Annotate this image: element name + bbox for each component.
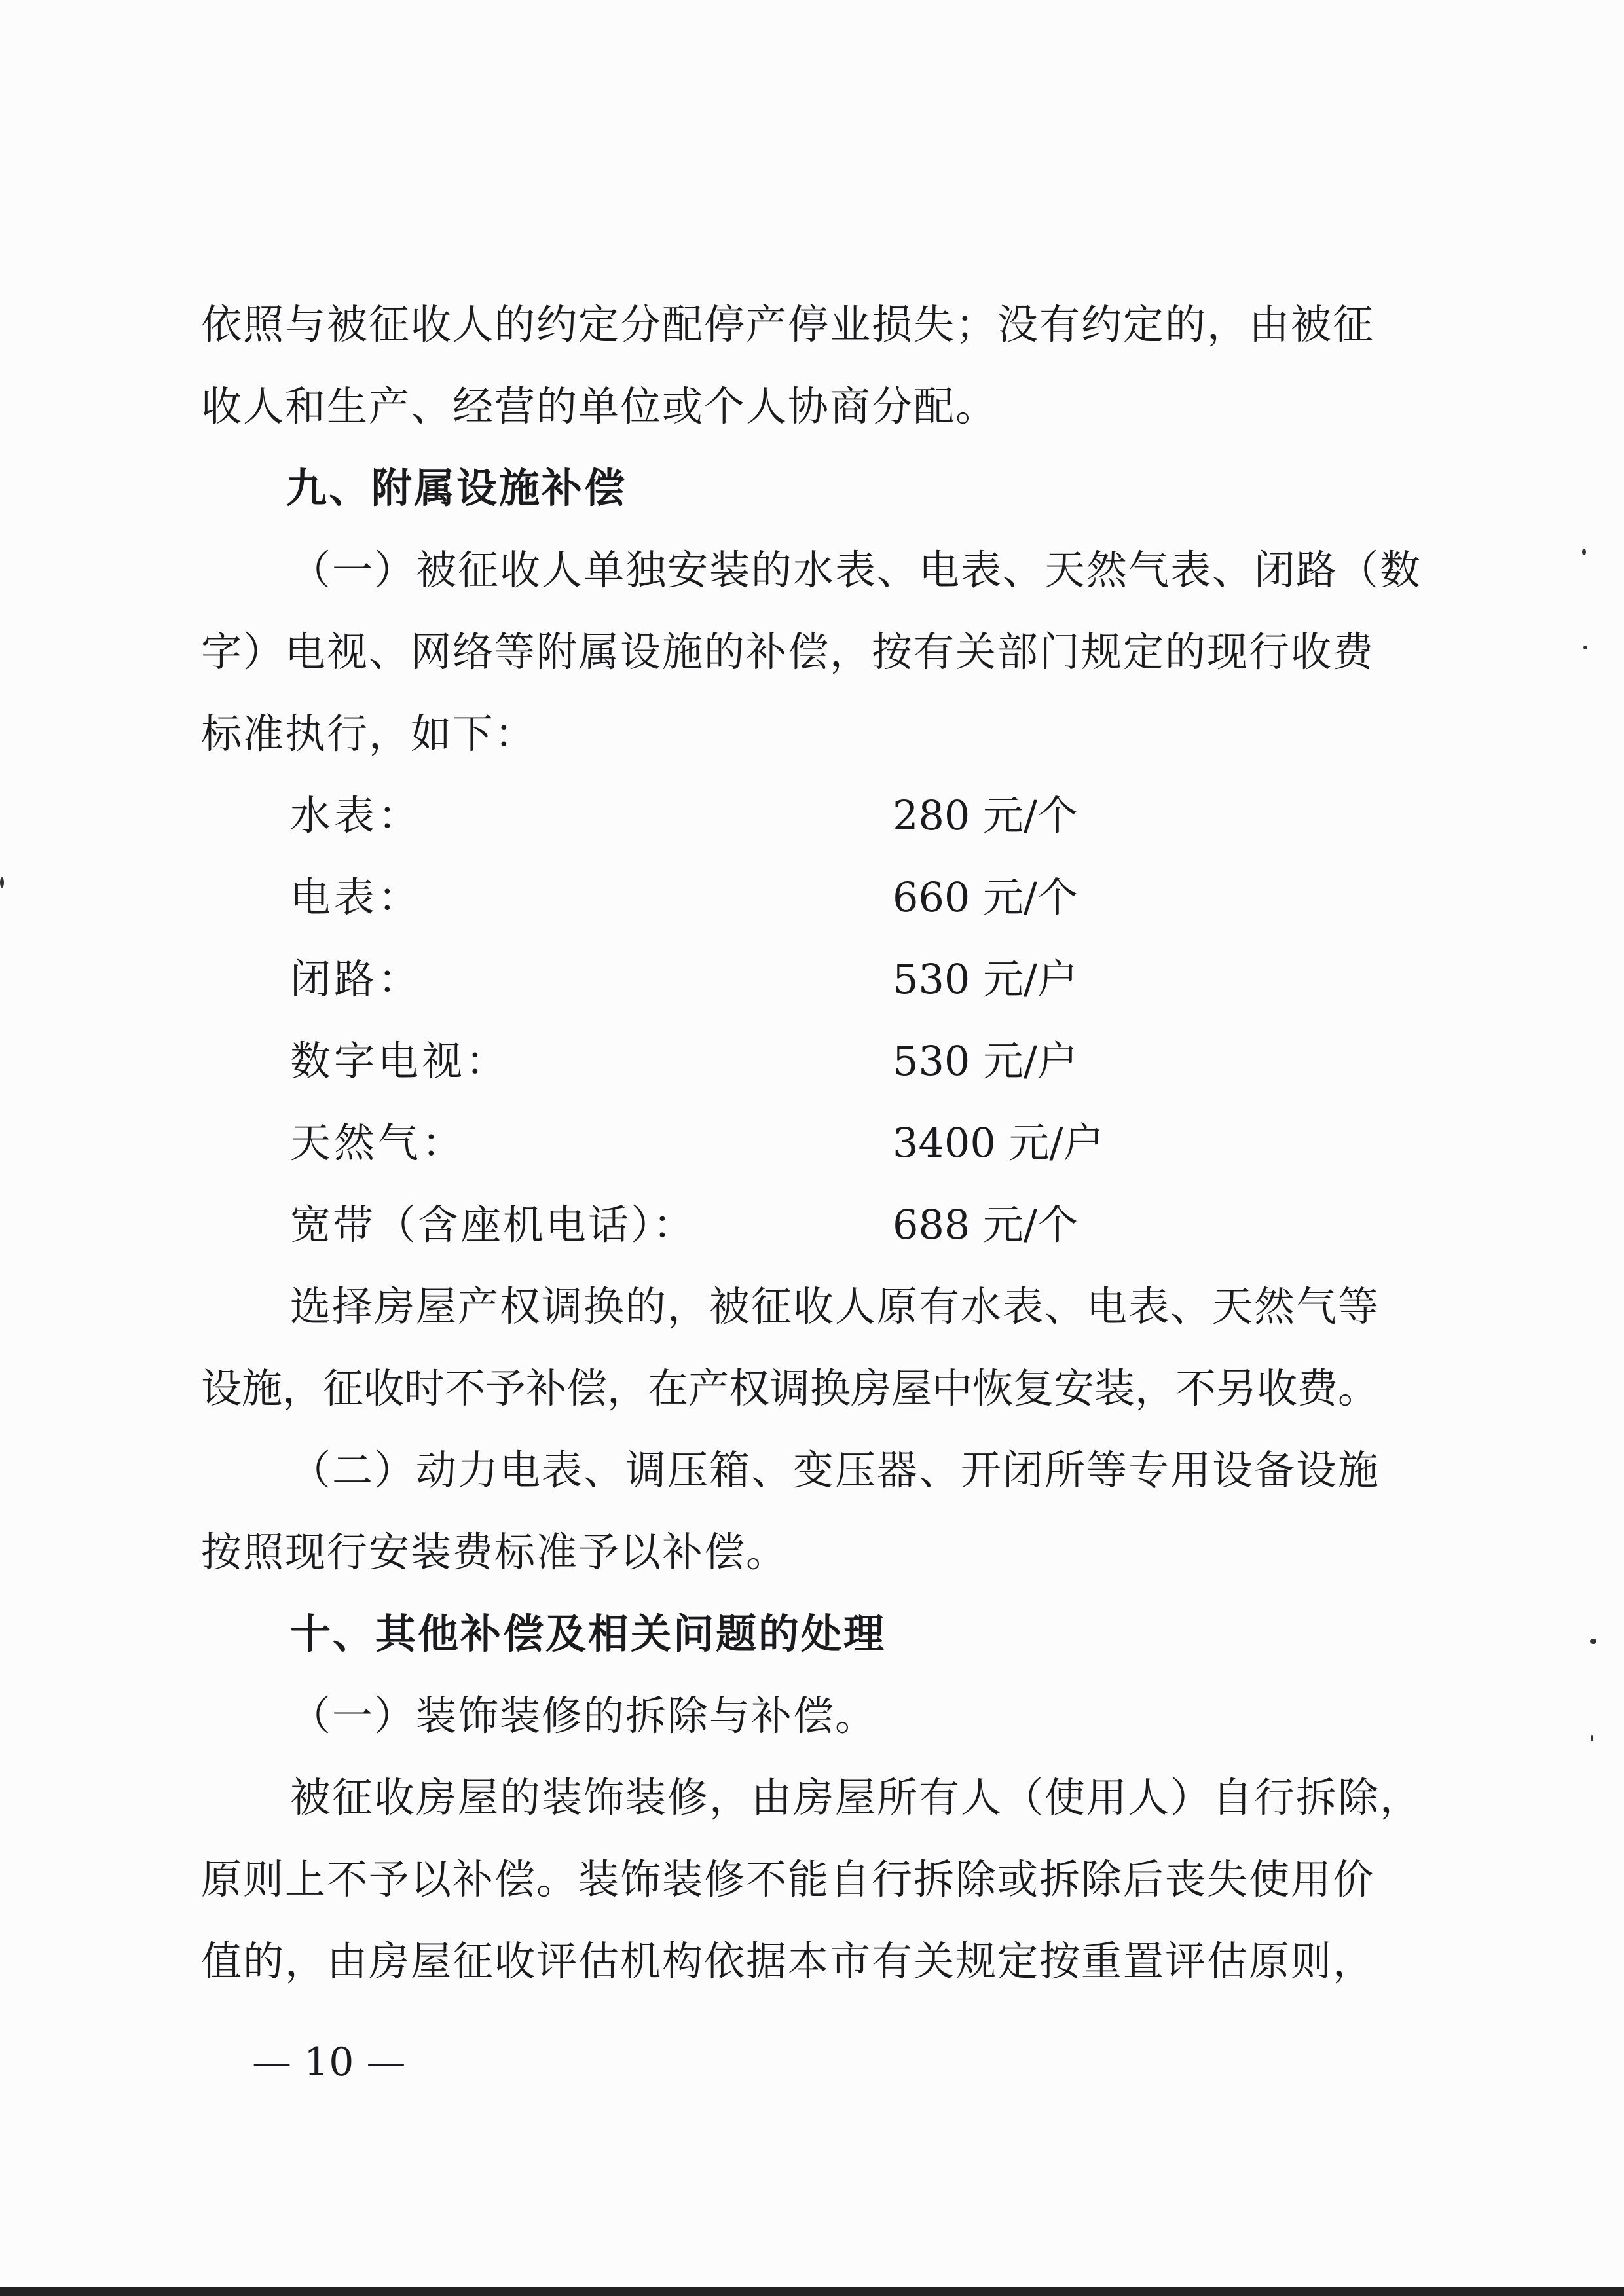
fee-label-broadband: 宽带（含座机电话）： [290, 1201, 696, 1248]
paragraph-line: 设施，征收时不予补偿，在产权调换房屋中恢复安装，不另收费。 [201, 1364, 1379, 1412]
paragraph-line: （一）装饰装修的拆除与补偿。 [290, 1692, 877, 1740]
page-number: — 10 — [252, 2039, 406, 2085]
paragraph-line: 按照现行安装费标准予以补偿。 [201, 1528, 788, 1576]
fee-label-natural-gas: 天然气： [290, 1119, 466, 1167]
scan-speck [1583, 646, 1587, 649]
paragraph-line: 收人和生产、经营的单位或个人协商分配。 [201, 382, 998, 430]
fee-label-digital-tv: 数字电视： [290, 1037, 510, 1085]
scan-edge [0, 2287, 1624, 2296]
paragraph-line: （二）动力电表、调压箱、变压器、开闭所等专用设备设施 [290, 1446, 1380, 1494]
scan-speck [1582, 549, 1586, 555]
fee-value-electric-meter: 660 元/个 [893, 873, 1078, 921]
paragraph-line: 依照与被征收人的约定分配停产停业损失；没有约定的，由被征 [201, 301, 1375, 348]
paragraph-line: 字）电视、网络等附属设施的补偿，按有关部门规定的现行收费 [201, 628, 1375, 676]
paragraph-line: （一）被征收人单独安装的水表、电表、天然气表、闭路（数 [290, 546, 1422, 594]
fee-value-natural-gas: 3400 元/户 [893, 1119, 1104, 1167]
fee-value-cable-tv: 530 元/户 [893, 955, 1078, 1003]
fee-value-water-meter: 280 元/个 [893, 792, 1078, 839]
fee-value-broadband: 688 元/个 [893, 1201, 1078, 1248]
paragraph-line: 被征收房屋的装饰装修，由房屋所有人（使用人）自行拆除， [290, 1774, 1422, 1821]
section-heading-10: 十、其他补偿及相关问题的处理 [290, 1610, 887, 1658]
paragraph-line: 原则上不予以补偿。装饰装修不能自行拆除或拆除后丧失使用价 [201, 1855, 1375, 1903]
paragraph-line: 标准执行，如下： [201, 710, 537, 757]
paragraph-line: 选择房屋产权调换的，被征收人原有水表、电表、天然气等 [290, 1283, 1380, 1330]
fee-label-electric-meter: 电表： [290, 873, 422, 921]
fee-label-cable-tv: 闭路： [290, 955, 422, 1003]
fee-label-water-meter: 水表： [290, 792, 422, 839]
section-heading-9: 九、附属设施补偿 [286, 464, 627, 512]
scan-speck [0, 877, 4, 888]
scan-speck [1591, 1735, 1593, 1741]
scan-speck [1590, 1639, 1596, 1644]
paragraph-line: 值的，由房屋征收评估机构依据本市有关规定按重置评估原则， [201, 1937, 1375, 1985]
fee-value-digital-tv: 530 元/户 [893, 1037, 1078, 1085]
